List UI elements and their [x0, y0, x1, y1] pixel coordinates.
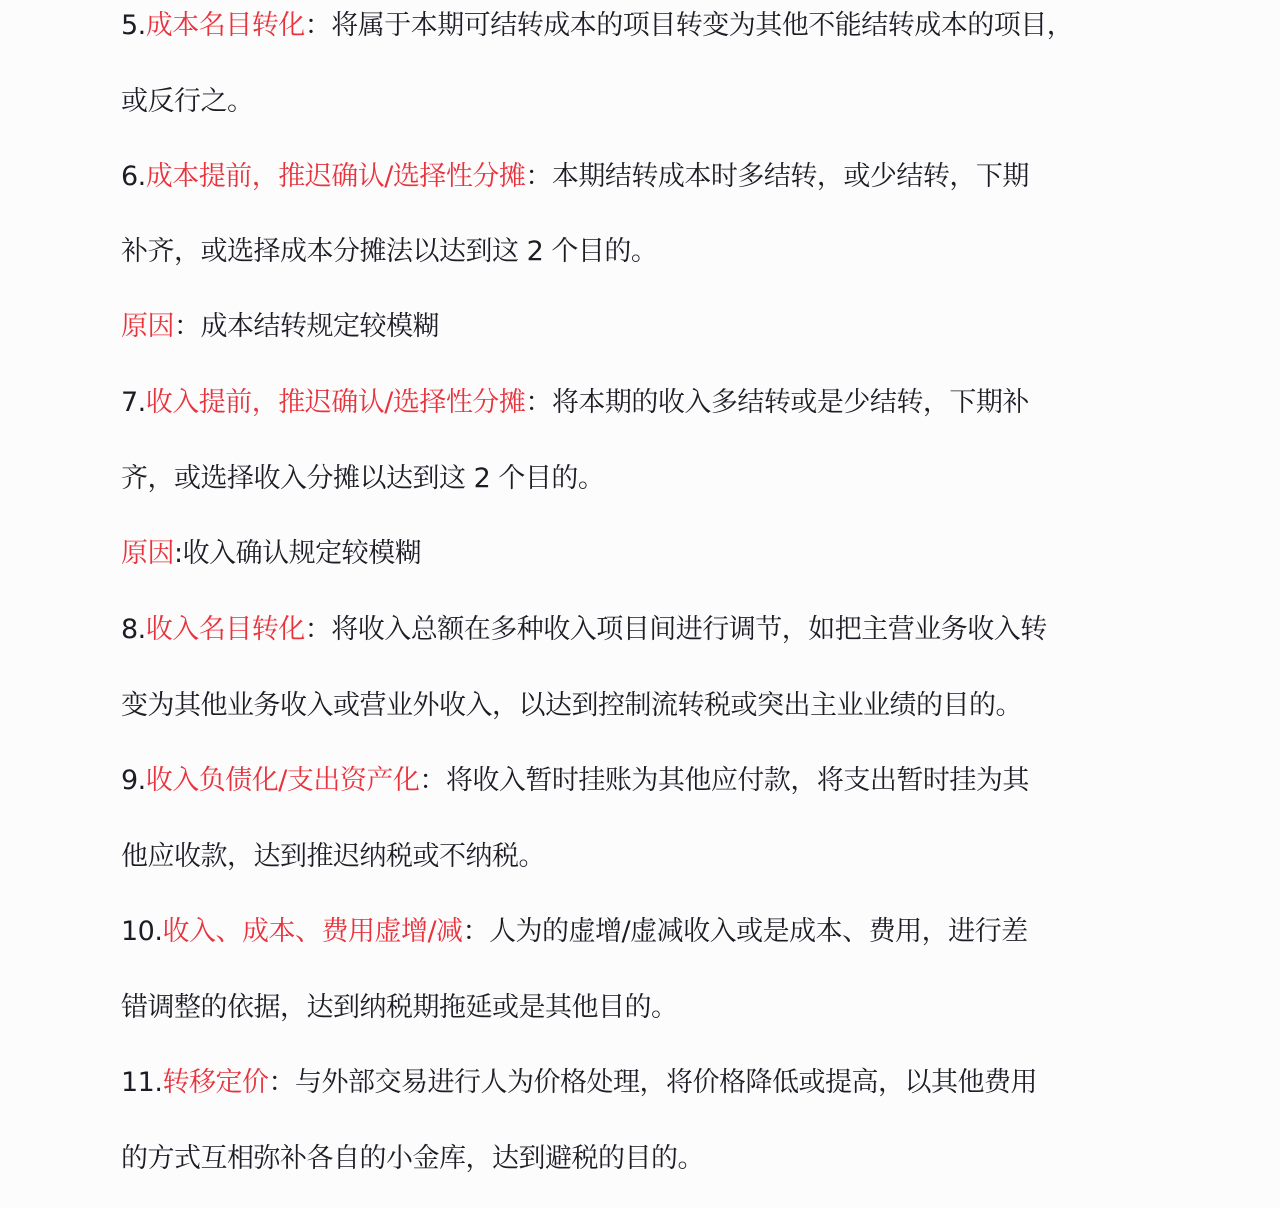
item-11-line-1 [121, 1063, 1037, 1103]
item-separator: ： [525, 387, 552, 418]
item-5-line-1 [121, 6, 1073, 46]
item-7-reason [121, 534, 421, 574]
item-description: 错调整的依据，达到纳税期拖延或是其他目的。 [121, 992, 678, 1023]
item-description: 或反行之。 [121, 86, 254, 117]
item-term: 收入名目转化 [145, 614, 305, 645]
item-number: 6. [121, 161, 146, 192]
item-description: 将属于本期可结转成本的项目转变为其他不能结转成本的项目， [331, 10, 1074, 41]
item-7-line-2 [121, 459, 604, 499]
item-description: 人为的虚增/虚减收入或是成本、费用，进行差 [489, 916, 1028, 947]
item-6-line-1 [121, 157, 1029, 197]
reason-label: 原因 [121, 311, 174, 342]
item-term: 收入负债化/支出资产化 [145, 765, 420, 796]
reason-separator: : [174, 538, 183, 569]
item-term: 收入、成本、费用虚增/减 [162, 916, 463, 947]
reason-text: 成本结转规定较模糊 [200, 311, 439, 342]
item-number: 5. [121, 10, 146, 41]
item-description: 的方式互相弥补各自的小金库，达到避税的目的。 [121, 1143, 704, 1174]
item-10-line-2 [121, 988, 678, 1028]
item-separator: ： [268, 1067, 295, 1098]
item-8-line-2 [121, 686, 1022, 726]
item-8-line-1 [121, 610, 1047, 650]
item-description: 将本期的收入多结转或是少结转，下期补 [551, 387, 1029, 418]
item-description: 本期结转成本时多结转，或少结转，下期 [551, 161, 1029, 192]
item-number: 10. [121, 916, 163, 947]
item-separator: ： [419, 765, 446, 796]
item-number: 11. [121, 1067, 163, 1098]
item-number: 8. [121, 614, 146, 645]
item-separator: ： [304, 10, 332, 41]
item-term: 收入提前，推迟确认/选择性分摊 [145, 387, 526, 418]
reason-separator: ： [174, 311, 201, 342]
item-description: 变为其他业务收入或营业外收入，以达到控制流转税或突出主业业绩的目的。 [121, 690, 1022, 721]
item-6-line-2 [121, 232, 657, 272]
item-separator: ： [304, 614, 332, 645]
item-7-line-1 [121, 383, 1029, 423]
item-description: 将收入总额在多种收入项目间进行调节，如把主营业务收入转 [331, 614, 1047, 645]
item-number: 9. [121, 765, 146, 796]
item-9-line-2 [121, 837, 545, 877]
item-separator: ： [462, 916, 490, 947]
item-description: 将收入暂时挂账为其他应付款，将支出暂时挂为其 [445, 765, 1029, 796]
item-number: 7. [121, 387, 146, 418]
item-6-reason [121, 307, 439, 347]
item-description: 补齐，或选择成本分摊法以达到这 2 个目的。 [121, 236, 658, 267]
item-9-line-1 [121, 761, 1029, 801]
item-5-line-2 [121, 82, 254, 122]
item-description: 与外部交易进行人为价格处理，将价格降低或提高，以其他费用 [294, 1067, 1037, 1098]
item-description: 齐，或选择收入分摊以达到这 2 个目的。 [121, 463, 605, 494]
item-term: 成本名目转化 [145, 10, 305, 41]
item-description: 他应收款，达到推迟纳税或不纳税。 [121, 841, 545, 872]
item-10-line-1 [121, 912, 1028, 952]
item-separator: ： [525, 161, 552, 192]
reason-label: 原因 [121, 538, 174, 569]
item-term: 转移定价 [162, 1067, 269, 1098]
reason-text: 收入确认规定较模糊 [182, 538, 422, 569]
item-11-line-2 [121, 1139, 704, 1179]
item-term: 成本提前，推迟确认/选择性分摊 [145, 161, 526, 192]
